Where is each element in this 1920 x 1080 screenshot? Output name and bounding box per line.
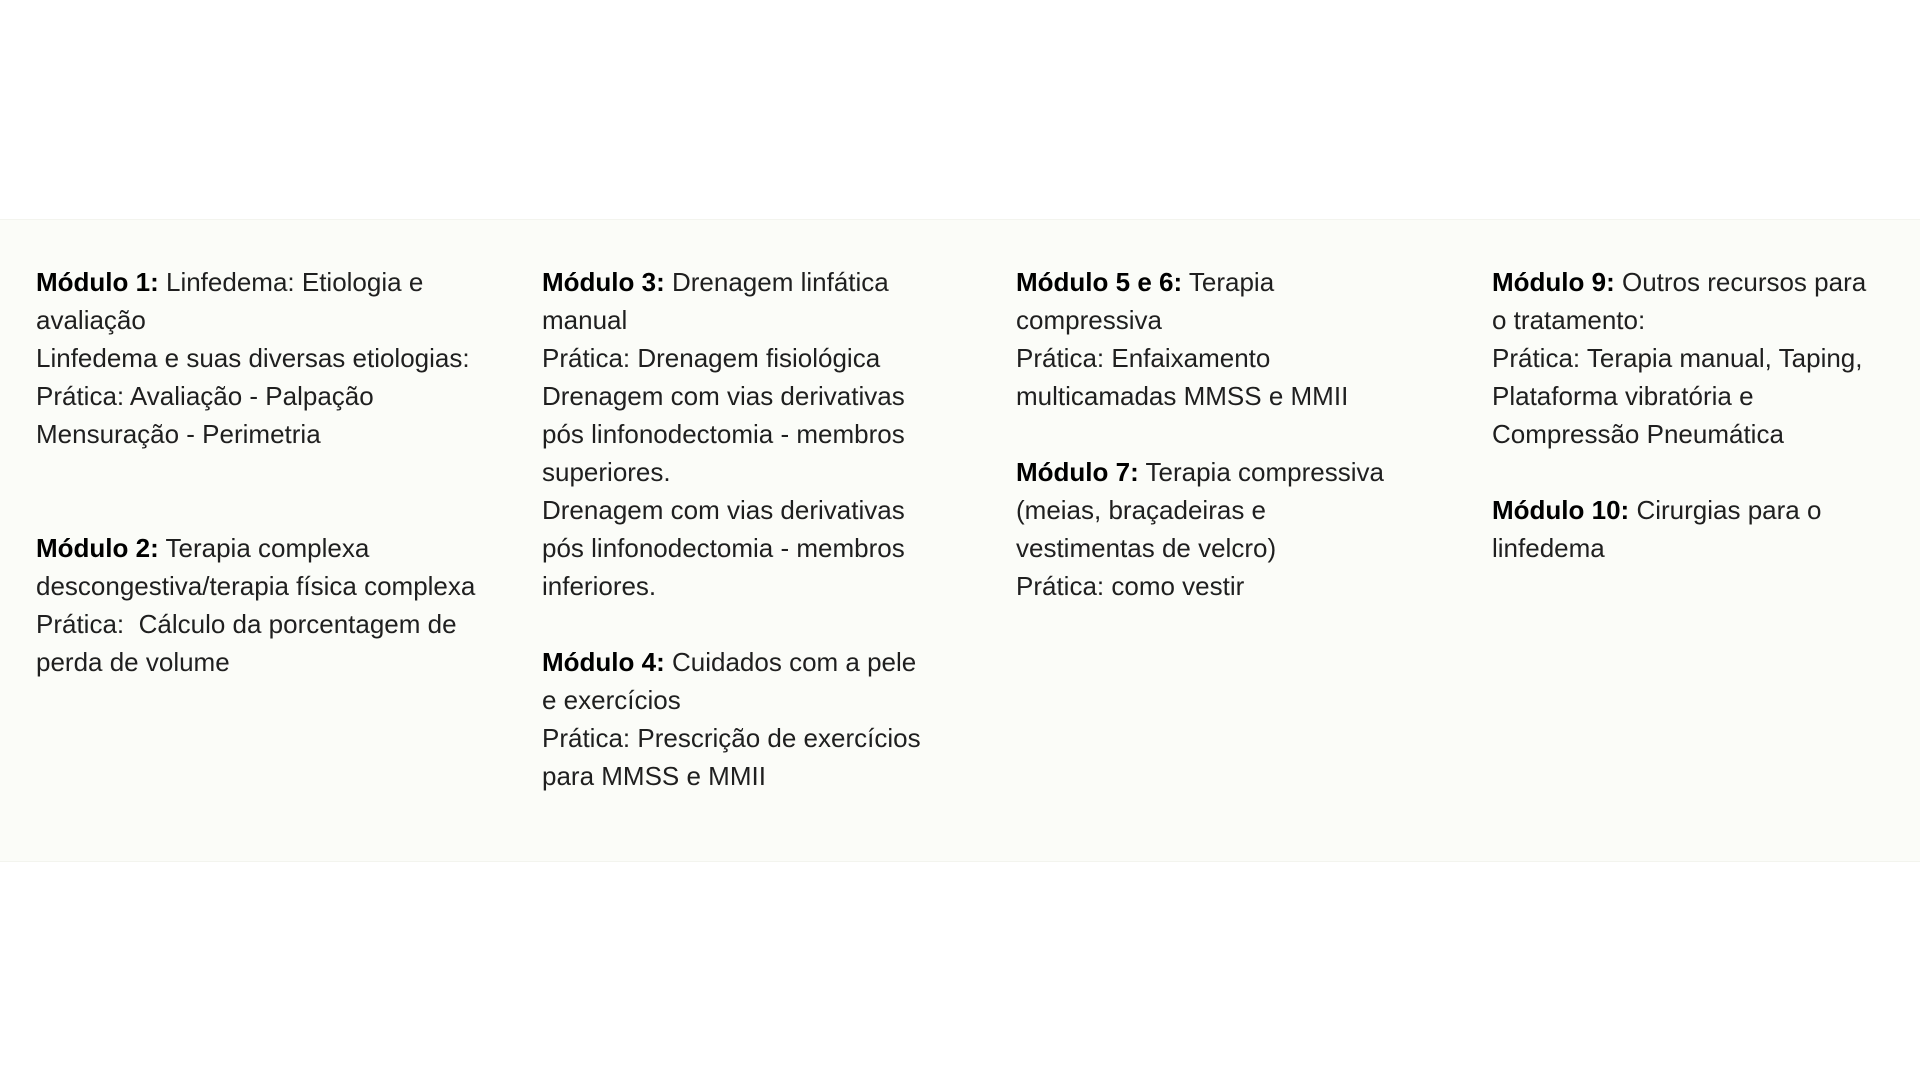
module-text-line: Módulo 2: Terapia complexa	[36, 533, 370, 563]
module-text-line: Prática: Drenagem fisiológica	[542, 343, 881, 373]
module-text-line: (meias, braçadeiras e	[1016, 495, 1266, 525]
module-text-line: avaliação	[36, 305, 146, 335]
module-text-line: Linfedema e suas diversas etiologias:	[36, 343, 470, 373]
module-text-line: pós linfonodectomia - membros	[542, 533, 905, 563]
module-title: Módulo 4:	[542, 647, 665, 677]
module-block	[36, 263, 542, 453]
module-title: Módulo 2:	[36, 533, 159, 563]
module-text-line: para MMSS e MMII	[542, 761, 766, 791]
module-block	[1016, 453, 1492, 605]
module-text-line: Compressão Pneumática	[1492, 419, 1784, 449]
content-band	[0, 219, 1920, 862]
module-column-4	[1492, 263, 1920, 567]
module-text-line: Prática: Avaliação - Palpação	[36, 381, 374, 411]
module-title: Módulo 10:	[1492, 495, 1630, 525]
module-text-line: o tratamento:	[1492, 305, 1646, 335]
module-text-line: Prática: Cálculo da porcentagem de	[36, 609, 457, 639]
module-text-line: e exercícios	[542, 685, 681, 715]
module-text-line: Módulo 10: Cirurgias para o	[1492, 495, 1822, 525]
module-text-line: Prática: Enfaixamento	[1016, 343, 1271, 373]
module-text-line: Mensuração - Perimetria	[36, 419, 321, 449]
module-column-2	[542, 263, 1016, 795]
module-text-line: perda de volume	[36, 647, 230, 677]
module-text-line: manual	[542, 305, 628, 335]
module-title: Módulo 3:	[542, 267, 665, 297]
module-text-line: Módulo 4: Cuidados com a pele	[542, 647, 917, 677]
module-block	[1492, 263, 1920, 453]
module-block	[1492, 491, 1920, 567]
module-text-line: Módulo 3: Drenagem linfática	[542, 267, 889, 297]
module-text-line: superiores.	[542, 457, 671, 487]
module-block	[1016, 263, 1492, 415]
module-columns	[36, 263, 1920, 795]
module-title: Módulo 7:	[1016, 457, 1139, 487]
module-text-line: Prática: como vestir	[1016, 571, 1245, 601]
module-text-line: vestimentas de velcro)	[1016, 533, 1277, 563]
module-text-line: pós linfonodectomia - membros	[542, 419, 905, 449]
module-title: Módulo 1:	[36, 267, 159, 297]
module-title: Módulo 5 e 6:	[1016, 267, 1183, 297]
module-text-line: Prática: Terapia manual, Taping,	[1492, 343, 1863, 373]
module-text-line: compressiva	[1016, 305, 1162, 335]
module-block	[36, 529, 542, 681]
module-text-line: Drenagem com vias derivativas	[542, 495, 905, 525]
module-text-line: Módulo 5 e 6: Terapia	[1016, 267, 1275, 297]
module-text-line: Drenagem com vias derivativas	[542, 381, 905, 411]
module-text-line: Módulo 7: Terapia compressiva	[1016, 457, 1384, 487]
module-text-line: Módulo 1: Linfedema: Etiologia e	[36, 267, 424, 297]
module-block	[542, 643, 1016, 795]
module-text-line: descongestiva/terapia física complexa	[36, 571, 476, 601]
module-text-line: Plataforma vibratória e	[1492, 381, 1754, 411]
module-text-line: multicamadas MMSS e MMII	[1016, 381, 1349, 411]
module-column-3	[1016, 263, 1492, 605]
module-block	[542, 263, 1016, 605]
module-text-line: linfedema	[1492, 533, 1605, 563]
module-text-line: inferiores.	[542, 571, 657, 601]
module-text-line: Módulo 9: Outros recursos para	[1492, 267, 1867, 297]
module-column-1	[36, 263, 542, 681]
module-text-line: Prática: Prescrição de exercícios	[542, 723, 921, 753]
module-title: Módulo 9:	[1492, 267, 1615, 297]
